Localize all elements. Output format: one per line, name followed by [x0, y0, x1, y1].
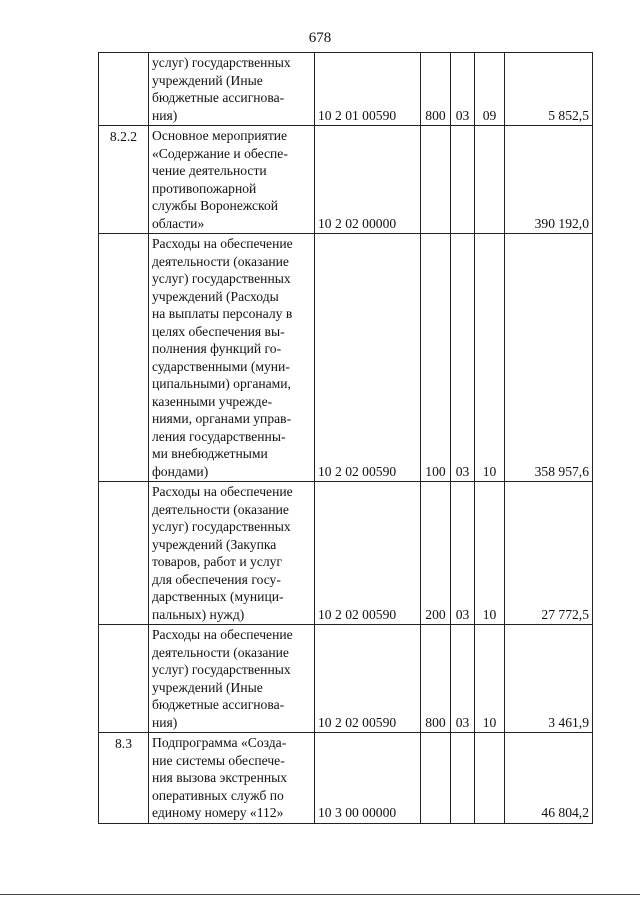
- row-number: [99, 234, 149, 482]
- subsection-code: [475, 733, 505, 824]
- amount-value: 390 192,0: [505, 126, 593, 234]
- target-article-code: 10 2 02 00590: [315, 482, 421, 625]
- row-number: [99, 53, 149, 126]
- row-description: Расходы на обеспечение деятельности (оказание услуг) государственных учреждений (Расходы на выплаты персоналу в целях обеспечения вы- полнения функций го- сударственными (муни- ципальными) органами, казенными учрежде- ниями, органами управ- ления государственны- ми внебюджетными фондами): [149, 234, 315, 482]
- page-number: 678: [308, 30, 332, 46]
- table-row: [99, 234, 593, 482]
- amount-value: 46 804,2: [505, 733, 593, 824]
- table-row: [99, 625, 593, 733]
- amount-value: 5 852,5: [505, 53, 593, 126]
- amount-value: 358 957,6: [505, 234, 593, 482]
- expense-type: [421, 126, 451, 234]
- amount-value: 3 461,9: [505, 625, 593, 733]
- table-row: [99, 482, 593, 625]
- subsection-code: 10: [475, 482, 505, 625]
- budget-table: [98, 52, 593, 824]
- section-code: [451, 126, 475, 234]
- expense-type: 800: [421, 53, 451, 126]
- row-description: Расходы на обеспечение деятельности (оказание услуг) государственных учреждений (Закупка товаров, работ и услуг для обеспечения госу- дарственных (муници- пальных) нужд): [149, 482, 315, 625]
- row-number: 8.3: [99, 733, 149, 824]
- section-code: 03: [451, 53, 475, 126]
- row-number: [99, 625, 149, 733]
- section-code: [451, 733, 475, 824]
- section-code: 03: [451, 234, 475, 482]
- expense-type: 800: [421, 625, 451, 733]
- table-row: [99, 733, 593, 824]
- row-description: Подпрограмма «Созда- ние системы обеспече- ния вызова экстренных оперативных служб по единому номеру «112»: [149, 733, 315, 824]
- target-article-code: 10 3 00 00000: [315, 733, 421, 824]
- target-article-code: 10 2 02 00590: [315, 234, 421, 482]
- subsection-code: 10: [475, 234, 505, 482]
- footer-rule: [0, 894, 640, 895]
- target-article-code: 10 2 02 00590: [315, 625, 421, 733]
- amount-value: 27 772,5: [505, 482, 593, 625]
- expense-type: 200: [421, 482, 451, 625]
- row-number: 8.2.2: [99, 126, 149, 234]
- table-row: [99, 126, 593, 234]
- subsection-code: [475, 126, 505, 234]
- row-description: Основное мероприятие «Содержание и обеспе- чение деятельности противопожарной службы Воронежской области»: [149, 126, 315, 234]
- expense-type: 100: [421, 234, 451, 482]
- section-code: 03: [451, 625, 475, 733]
- subsection-code: 10: [475, 625, 505, 733]
- target-article-code: 10 2 01 00590: [315, 53, 421, 126]
- row-description: Расходы на обеспечение деятельности (оказание услуг) государственных учреждений (Иные бюджетные ассигнова- ния): [149, 625, 315, 733]
- target-article-code: 10 2 02 00000: [315, 126, 421, 234]
- section-code: 03: [451, 482, 475, 625]
- subsection-code: 09: [475, 53, 505, 126]
- table-body: [99, 53, 593, 824]
- row-description: услуг) государственных учреждений (Иные бюджетные ассигнова- ния): [149, 53, 315, 126]
- expense-type: [421, 733, 451, 824]
- row-number: [99, 482, 149, 625]
- table-row: [99, 53, 593, 126]
